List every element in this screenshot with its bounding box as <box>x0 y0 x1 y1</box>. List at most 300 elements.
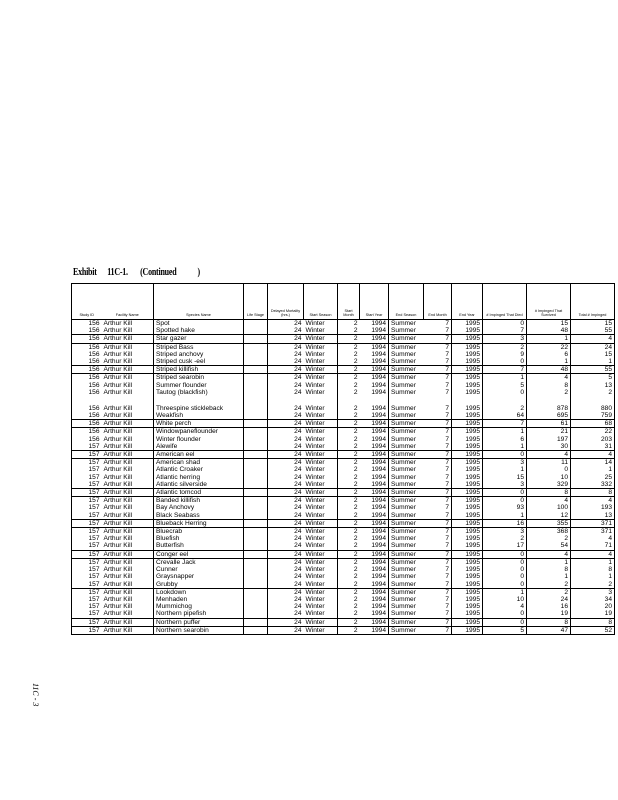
table-cell: 24 <box>268 351 304 358</box>
table-cell: 7 <box>445 404 449 412</box>
table-cell: Winter <box>305 595 325 603</box>
table-cell: 2 <box>338 358 360 366</box>
table-cell: Winter <box>304 374 338 382</box>
table-cell: 24 <box>268 618 304 626</box>
table-cell: 1 <box>527 358 571 366</box>
table-cell: Northern searobin <box>154 626 244 634</box>
table-cell: 157 <box>72 550 102 558</box>
table-cell: 1995 <box>452 436 483 443</box>
table-cell <box>244 327 268 335</box>
table-cell <box>244 443 268 451</box>
table-cell: 1 <box>571 558 615 566</box>
table-cell: 24 <box>571 343 615 351</box>
table-cell: 7 <box>424 497 452 505</box>
table-cell: Striped cusk -eel <box>154 358 244 366</box>
table-cell: Spot <box>154 320 244 328</box>
table-cell: 156 <box>72 374 102 382</box>
table-cell: 6 <box>527 351 571 358</box>
table-cell: 24 <box>268 327 304 335</box>
table-cell: Summer <box>389 497 424 505</box>
table-cell: Winter <box>304 343 338 351</box>
table-cell: 156 <box>72 382 102 389</box>
table-cell: Striped searobin <box>154 374 244 382</box>
table-cell <box>244 566 268 573</box>
table-cell <box>244 603 268 610</box>
table-cell: 1994 <box>371 595 386 603</box>
table-cell: 203 <box>571 436 615 443</box>
table-cell: 14 <box>571 459 615 467</box>
table-cell: 1995 <box>452 320 483 328</box>
table-cell: Arthur Kill <box>102 618 154 626</box>
table-cell: 24 <box>268 542 304 550</box>
table-cell <box>244 528 268 536</box>
impingement-table <box>71 283 615 635</box>
table-cell: 157 <box>72 626 102 634</box>
table-cell: 24 <box>268 320 304 328</box>
table-cell: 1994 <box>360 451 389 459</box>
table-row <box>72 519 615 527</box>
table-cell: 24 <box>268 412 304 420</box>
table-cell: 16 <box>527 603 571 610</box>
table-row <box>72 596 615 603</box>
table-row <box>72 489 615 497</box>
table-cell: American eel <box>154 451 244 459</box>
table-cell: Arthur Kill <box>103 381 133 389</box>
table-cell: 1994 <box>371 404 386 412</box>
table-cell: Arthur Kill <box>102 374 154 382</box>
table-cell: 24 <box>268 573 304 580</box>
table-cell: 1995 <box>452 389 483 396</box>
table-cell: 157 <box>72 558 102 566</box>
table-cell: 4 <box>571 497 615 505</box>
table-cell: 8 <box>571 566 615 573</box>
table-cell: Winter <box>305 535 325 543</box>
table-cell: 25 <box>571 474 615 481</box>
table-cell: Alewife <box>154 443 244 451</box>
table-cell: 8 <box>527 566 571 573</box>
table-cell: 15 <box>483 474 527 481</box>
table-cell: Windowpaneflounder <box>154 428 244 436</box>
table-cell: Winter <box>305 473 325 481</box>
table-row <box>72 481 615 489</box>
table-cell: 1994 <box>360 497 389 505</box>
table-cell: 7 <box>445 580 449 588</box>
table-cell: 7 <box>445 535 449 543</box>
table-cell: 0 <box>483 389 527 396</box>
table-cell: Crevalle Jack <box>154 558 244 566</box>
table-cell <box>244 596 268 603</box>
table-cell <box>244 428 268 436</box>
column-header: Facility Name <box>102 284 154 320</box>
table-cell: 24 <box>268 626 304 634</box>
table-cell: 24 <box>527 596 571 603</box>
table-cell: 157 <box>72 489 102 497</box>
table-cell: 7 <box>445 327 449 335</box>
impingement-table-container <box>71 283 614 635</box>
table-cell: 157 <box>72 443 102 451</box>
table-row <box>72 396 615 412</box>
table-cell: 1994 <box>371 610 386 618</box>
table-cell: 1995 <box>452 366 483 374</box>
table-cell: 1995 <box>452 581 483 589</box>
table-cell: 2 <box>338 343 360 351</box>
table-cell: 24 <box>268 481 304 489</box>
table-cell: 2 <box>338 519 360 527</box>
table-cell: 24 <box>268 335 304 343</box>
table-cell: 1994 <box>360 588 389 596</box>
table-cell: Summer flounder <box>154 382 244 389</box>
table-cell: 2 <box>338 443 360 451</box>
table-cell: 2 <box>571 389 615 396</box>
table-cell <box>244 618 268 626</box>
table-cell: Summer <box>389 573 424 580</box>
table-cell: 61 <box>527 420 571 428</box>
table-cell: 1994 <box>371 350 386 358</box>
table-cell: Arthur Kill <box>102 497 154 505</box>
table-cell: 1995 <box>452 550 483 558</box>
table-cell: Summer <box>389 550 424 558</box>
table-cell: 2 <box>483 396 527 412</box>
table-cell: Arthur Kill <box>102 558 154 566</box>
table-cell: 157 <box>72 535 102 542</box>
table-cell: 157 <box>72 528 102 536</box>
table-row <box>72 412 615 420</box>
table-cell: 7 <box>424 626 452 634</box>
table-cell: Summer <box>389 481 424 489</box>
table-cell: Winter <box>304 497 338 505</box>
table-cell: 1994 <box>371 435 386 443</box>
table-cell: 0 <box>527 466 571 473</box>
table-cell <box>244 581 268 589</box>
table-cell: Striped Bass <box>154 343 244 351</box>
table-cell: 10 <box>527 474 571 481</box>
table-cell: 6 <box>483 436 527 443</box>
table-cell: 329 <box>527 481 571 489</box>
table-cell: 1 <box>483 374 527 382</box>
table-cell: Summer <box>389 451 424 459</box>
table-row <box>72 528 615 536</box>
table-cell: 4 <box>483 603 527 610</box>
table-cell: Bay Anchovy <box>154 504 244 511</box>
table-cell: 1994 <box>371 473 386 481</box>
table-row <box>72 566 615 573</box>
table-cell: 1 <box>483 428 527 436</box>
table-cell: 4 <box>571 451 615 459</box>
table-cell: 2 <box>338 573 360 580</box>
table-cell: Summer <box>389 343 424 351</box>
table-cell: 22 <box>571 428 615 436</box>
table-cell: 2 <box>527 588 571 596</box>
table-cell <box>244 459 268 467</box>
table-cell: 2 <box>338 566 360 573</box>
table-cell: 1 <box>483 466 527 473</box>
table-cell: 8 <box>527 489 571 497</box>
table-cell: Winter <box>305 404 325 412</box>
table-cell: Summer <box>389 466 424 473</box>
table-cell <box>244 451 268 459</box>
table-cell: 1995 <box>452 335 483 343</box>
table-cell: 7 <box>445 542 449 550</box>
table-cell: 2 <box>338 474 360 481</box>
table-cell: 2 <box>338 626 360 634</box>
table-cell: 24 <box>268 497 304 505</box>
table-row <box>72 581 615 589</box>
table-cell: 156 <box>72 351 102 358</box>
table-cell: Winter <box>304 519 338 527</box>
table-cell: 157 <box>72 603 102 610</box>
table-cell: 156 <box>72 420 102 428</box>
table-cell <box>244 550 268 558</box>
column-header: End Year <box>452 284 483 320</box>
table-cell: 24 <box>268 436 304 443</box>
table-row <box>72 335 615 343</box>
table-cell: 48 <box>527 366 571 374</box>
table-cell: 24 <box>268 610 304 618</box>
table-cell: 2 <box>571 581 615 589</box>
table-cell: 156 <box>72 412 102 420</box>
table-cell: 7 <box>424 366 452 374</box>
table-cell: 24 <box>268 581 304 589</box>
table-cell: 24 <box>268 519 304 527</box>
table-cell: Summer <box>389 335 424 343</box>
table-cell: 355 <box>527 519 571 527</box>
exhibit-title <box>73 267 200 278</box>
table-cell: 1994 <box>360 519 389 527</box>
table-cell: 2 <box>483 535 527 542</box>
table-row <box>72 382 615 389</box>
table-cell: 8 <box>527 382 571 389</box>
table-cell: 4 <box>527 497 571 505</box>
table-cell: Butterfish <box>154 542 244 550</box>
table-cell: 368 <box>527 528 571 536</box>
table-cell: 1994 <box>360 428 389 436</box>
table-cell: 2 <box>527 389 571 396</box>
table-row <box>72 618 615 626</box>
column-header: End Season <box>389 284 424 320</box>
table-cell: Arthur Kill <box>103 535 133 543</box>
column-header: Study ID <box>72 284 102 320</box>
table-cell: 1995 <box>452 420 483 428</box>
table-row <box>72 320 615 328</box>
table-cell: 4 <box>571 550 615 558</box>
table-cell: 3 <box>571 588 615 596</box>
table-cell: 7 <box>424 374 452 382</box>
table-row <box>72 351 615 358</box>
table-cell: 0 <box>483 581 527 589</box>
table-cell: Arthur Kill <box>103 603 133 611</box>
table-cell <box>244 588 268 596</box>
table-cell: Arthur Kill <box>102 451 154 459</box>
table-cell: Summer <box>389 327 424 335</box>
table-cell: Blueback Herring <box>154 519 244 527</box>
table-cell: Arthur Kill <box>103 566 133 574</box>
table-cell: Arthur Kill <box>103 573 133 581</box>
table-cell: Spotted hake <box>154 327 244 335</box>
table-cell: Summer <box>389 542 424 550</box>
table-cell: 7 <box>445 350 449 358</box>
table-cell: Arthur Kill <box>102 428 154 436</box>
table-cell: Summer <box>389 566 424 573</box>
table-cell: 7 <box>424 343 452 351</box>
table-cell <box>244 558 268 566</box>
table-cell: 371 <box>571 519 615 527</box>
table-cell <box>244 320 268 328</box>
table-cell: 156 <box>72 358 102 366</box>
table-cell: Arthur Kill <box>103 404 133 412</box>
column-header: Start Month <box>338 284 360 320</box>
table-cell: 1995 <box>452 343 483 351</box>
table-cell: Winter <box>305 603 325 611</box>
table-cell <box>244 351 268 358</box>
table-cell: 2 <box>338 603 360 610</box>
table-cell: 0 <box>483 610 527 618</box>
table-row <box>72 497 615 505</box>
table-cell: 93 <box>483 504 527 511</box>
table-cell: 1995 <box>452 474 483 481</box>
table-cell: 1994 <box>371 580 386 588</box>
table-cell: 24 <box>268 474 304 481</box>
table-cell: 1995 <box>452 519 483 527</box>
table-cell: 7 <box>445 595 449 603</box>
table-cell: Graysnapper <box>154 573 244 580</box>
table-cell: 7 <box>445 603 449 611</box>
table-cell: Summer <box>389 412 424 420</box>
table-cell: Striped killifish <box>154 366 244 374</box>
table-cell: 5 <box>571 374 615 382</box>
table-cell: Arthur Kill <box>103 435 133 443</box>
table-cell: 1995 <box>452 351 483 358</box>
table-cell: 0 <box>483 358 527 366</box>
table-cell: 1994 <box>371 566 386 574</box>
table-cell: Winter <box>305 466 325 474</box>
table-cell: Star gazer <box>154 335 244 343</box>
table-cell: 10 <box>483 596 527 603</box>
table-cell <box>244 512 268 520</box>
table-cell: 2 <box>338 412 360 420</box>
table-cell: 7 <box>445 473 449 481</box>
table-cell: Arthur Kill <box>103 466 133 474</box>
column-header: # Impinged That Survived <box>527 284 571 320</box>
table-cell: 24 <box>268 466 304 473</box>
table-cell <box>244 489 268 497</box>
table-cell: 24 <box>268 389 304 396</box>
table-cell: 2 <box>338 420 360 428</box>
table-cell: Arthur Kill <box>103 480 133 488</box>
table-cell: 8 <box>571 489 615 497</box>
table-cell: 3 <box>483 528 527 536</box>
table-cell: 3 <box>483 459 527 467</box>
table-cell: Winter <box>304 428 338 436</box>
table-cell: Winter <box>305 573 325 581</box>
table-cell: 7 <box>445 320 449 327</box>
table-cell: Winter <box>305 511 325 519</box>
exhibit-label: Exhibit <box>73 267 97 278</box>
table-cell: 24 <box>268 528 304 536</box>
table-cell: 24 <box>268 451 304 459</box>
table-cell: 2 <box>338 489 360 497</box>
table-cell: 2 <box>527 535 571 542</box>
table-cell: 1995 <box>452 610 483 618</box>
table-row <box>72 343 615 351</box>
table-cell: 1 <box>571 573 615 580</box>
table-cell: 1994 <box>371 466 386 474</box>
table-cell: 12 <box>527 512 571 520</box>
table-cell: 2 <box>338 535 360 542</box>
table-cell: 1995 <box>452 558 483 566</box>
table-cell: 3 <box>483 481 527 489</box>
table-cell <box>244 335 268 343</box>
table-cell: 2 <box>338 366 360 374</box>
table-cell: 7 <box>445 388 449 396</box>
table-cell: 1994 <box>360 618 389 626</box>
table-cell: Atlantic herring <box>154 474 244 481</box>
table-cell <box>244 497 268 505</box>
table-cell: 7 <box>424 558 452 566</box>
table-cell: 371 <box>571 528 615 536</box>
table-cell: 0 <box>483 550 527 558</box>
table-cell: 1994 <box>371 511 386 519</box>
table-cell: Winter <box>305 358 325 366</box>
table-cell: 55 <box>571 366 615 374</box>
table-cell: 0 <box>483 451 527 459</box>
table-cell: 1994 <box>371 442 386 450</box>
table-row <box>72 542 615 550</box>
table-cell: 2 <box>338 610 360 618</box>
table-cell: Summer <box>389 618 424 626</box>
table-cell: Atlantic silverside <box>154 481 244 489</box>
table-cell: 7 <box>445 442 449 450</box>
table-cell: Winter <box>305 327 325 335</box>
table-cell: Winter <box>304 626 338 634</box>
table-cell: 13 <box>571 512 615 520</box>
table-cell <box>244 535 268 542</box>
table-cell: 156 <box>72 335 102 343</box>
table-cell: 2 <box>338 528 360 536</box>
table-cell <box>244 396 268 412</box>
table-cell: 24 <box>268 504 304 511</box>
table-cell: 1995 <box>452 626 483 634</box>
table-cell: 157 <box>72 497 102 505</box>
table-cell: 1995 <box>452 396 483 412</box>
table-cell: Lookdown <box>154 588 244 596</box>
table-row <box>72 558 615 566</box>
table-cell: 2 <box>338 588 360 596</box>
table-cell: Arthur Kill <box>103 388 133 396</box>
table-cell: Arthur Kill <box>103 595 133 603</box>
table-cell: Arthur Kill <box>102 626 154 634</box>
table-cell: Arthur Kill <box>103 327 133 335</box>
table-cell: 5 <box>483 626 527 634</box>
table-row <box>72 504 615 511</box>
table-cell: 2 <box>338 504 360 511</box>
table-cell: 197 <box>527 436 571 443</box>
table-cell: 2 <box>338 382 360 389</box>
table-cell: Arthur Kill <box>103 320 133 327</box>
table-cell: Winter <box>305 480 325 488</box>
table-cell: 1994 <box>360 528 389 536</box>
table-cell: 71 <box>571 542 615 550</box>
column-header: Species Name <box>154 284 244 320</box>
table-cell: 1994 <box>371 603 386 611</box>
table-cell: Summer <box>389 603 424 610</box>
table-cell: 1 <box>483 512 527 520</box>
table-cell: 2 <box>338 497 360 505</box>
table-cell: Banded killifish <box>154 497 244 505</box>
table-cell: 878 <box>527 396 571 412</box>
table-cell: 1994 <box>360 335 389 343</box>
table-row <box>72 603 615 610</box>
table-cell: 1 <box>527 335 571 343</box>
